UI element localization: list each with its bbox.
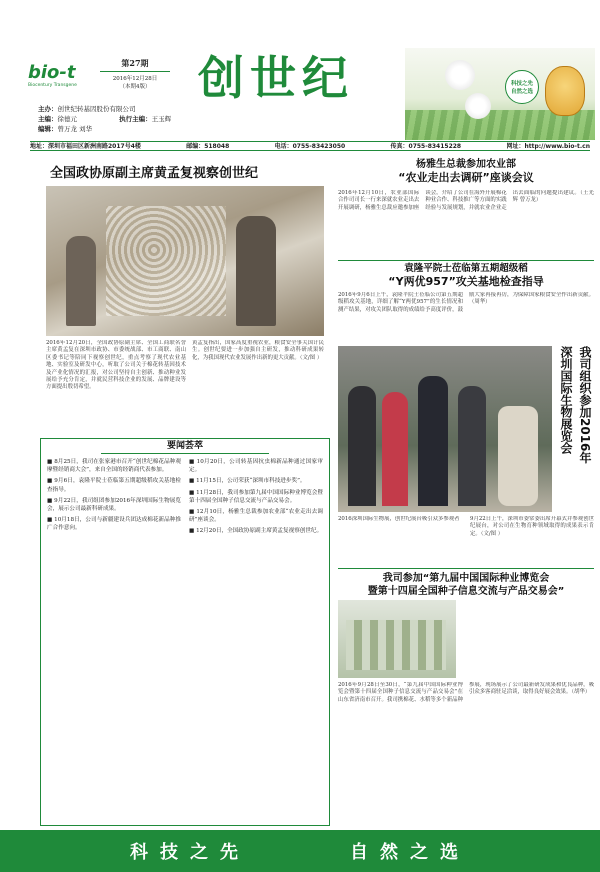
staff-block: 主办：创世纪转基因股份有限公司 主编：徐德元 执行主编：王玉辉 编辑：曾万龙 刘华 [38,105,172,133]
editors: 曾万龙 刘华 [57,125,93,133]
news-item: ■ 12月10日，杨雅生总裁参加农业部“农业走出去调研”座谈会。 [189,509,323,524]
news-item: ■ 8月25日，我司在张家港市召开“创世纪棉花品种观摩暨经销商大会”，来自全国的经销商代表参加。 [47,459,181,474]
vertical-title-line-2: 深圳国际生物展览会 [559,346,573,454]
story2-credit: （王光辉 曾万龙） [512,190,594,204]
story4-photo [338,600,456,678]
story3-body: 2016年9月6日上午，袁隆平院士莅临公司第五期超级稻攻关基地，详细了解“Y两优957”的生长情况和测产结果，对攻关团队取得的成绩给予高度评价，鼓励大家再接再厉，为保障国家粮食安全作出新贡献。（周华） [338,292,594,313]
vertical-title [556,346,596,512]
slogan-line-2: 自然之选 [510,89,533,95]
mascot-icon [545,66,585,116]
masthead-graphic [405,48,595,140]
slogan-badge [505,70,539,104]
issue-date: 2016年12月28日 [112,76,158,82]
issue-info [100,58,170,90]
story3-headline: 袁隆平院士莅临第五期超级稻 “Y两优957”攻关基地检查指导 [338,260,594,289]
news-box-list [41,454,329,822]
news-item: ■ 9月22日，我司组团参加2016年深圳国际生物展览会，展示公司最新科研成果。 [47,497,181,513]
news-item: ■ 10月20日，公司转基因抗虫棉新品种通过国家审定。 [189,459,323,474]
chief-editor: 徐德元 [57,115,77,123]
vertical-title-line-1: 我司组织参加2016年 [578,346,592,464]
story4-headline: 我司参加“第九届中国国际种业博览会 暨第十四届全国种子信息交流与产品交易会” [338,568,594,598]
footer-slogan-left: 科技之先 [130,842,250,863]
website: 网址：http://www.bio-t.cn [506,143,590,150]
exhibition-photo [338,346,552,512]
slogan-line-1: 科技之先 [510,81,533,87]
logo-text: bio-t [28,62,76,83]
story1-credit: （文/图 ） [299,354,323,361]
fax: 传真：0755-83415228 [390,143,462,150]
news-box-header: 要闻荟萃 [101,439,269,454]
phone: 电话：0755-83423050 [274,143,346,150]
host: 创世纪转基因股份有限公司 [57,105,136,113]
address: 地址：深圳市福田区新洲南路2017号4楼 [30,143,141,150]
company-logo [28,62,88,102]
story1-headline: 全国政协原副主席黄孟复视察创世纪 [50,166,259,181]
exhibition-caption-left: 2016深圳国际生物展，创世纪展台吸引众多参观者 [338,516,460,522]
story2-body: 2016年12月10日，农业部国际合作司司长一行来深就农业走出去开展调研，杨雅生总裁应邀参加座谈会，介绍了公司在海外开展棉花种业合作、科技推广等方面的实践经验与发展规划，并就农业企业走出去面临的问题提出建议。（王光辉 曾万龙） [338,190,594,211]
contact-bar [30,141,590,151]
story2-headline: 杨雅生总裁参加农业部 “农业走出去调研”座谈会议 [398,159,534,184]
news-box [40,438,330,826]
news-item: ■ 11月28日，我司参加第九届中国国际种业博览会暨第十四届全国种子信息交流与产品交易会。 [189,489,323,504]
newspaper-title: 创世纪 [198,51,354,105]
news-item: ■ 12月20日，全国政协原副主席黄孟复视察创世纪。 [189,528,323,535]
postcode: 邮编：518048 [186,143,230,150]
exec-editor: 王玉辉 [151,115,172,123]
news-item: ■ 9月6日，袁隆平院士莅临第五期超级稻攻关基地检查指导。 [47,478,181,493]
issue-number: 第27期 [121,58,149,68]
story4-credit: （胡华） [571,689,591,696]
issue-edition: （本期4版） [119,84,151,90]
news-item: ■ 11月15日，公司荣获“深圳市科技进步奖”。 [189,478,306,485]
story3-credit: （周华） [469,299,491,306]
footer-slogan-right: 自然之选 [350,842,470,863]
news-item: ■ 10月18日，公司与新疆建设兵团达成棉花新品种推广合作意向。 [47,517,181,532]
logo-subtitle: Biocentury Transgene [28,83,77,88]
story1-body-right: 黄孟复指出，国家高度重视农业，粮食安全事关国计民生。创世纪要进一步加强自主研发，推动科研成果转化，为我国现代农业发展作出新的更大贡献。（文/图 ） [192,340,324,361]
story1-photo [46,186,324,336]
story4-body: 2016年9月28日至30日，“第九届中国国际种业博览会暨第十四届全国种子信息交流与产品交易会”在山东省济南市召开。我司携棉花、水稻等多个新品种参展，现场展示了公司最新研发成果和优良品种，吸引众多客商驻足洽谈，取得良好展会效果。（胡华） [338,682,594,703]
footer-bar [0,830,600,872]
story1-body-left: 2016年12月20日，全国政协原副主席、全国工商联名誉主席黄孟复在深圳市政协、市委统战部、市工商联、南山区委书记等陪同下视察创世纪，重点考察了现代农业基地、实验室及研发中心，听取了公司关于棉花转基因技术及产业化情况的汇报，对公司坚持自主创新、推动种业发展给予充分肯定，并就民营科技企业的发展、品牌建设等方面提出殷切希望。 [46,340,186,391]
masthead [0,0,600,140]
exhibition-caption-right: 9月22日上午，深圳市委常委出席开幕式并参观创世纪展台，对公司在生物育种领域取得的成果表示肯定。（文/图 ） [470,516,594,537]
